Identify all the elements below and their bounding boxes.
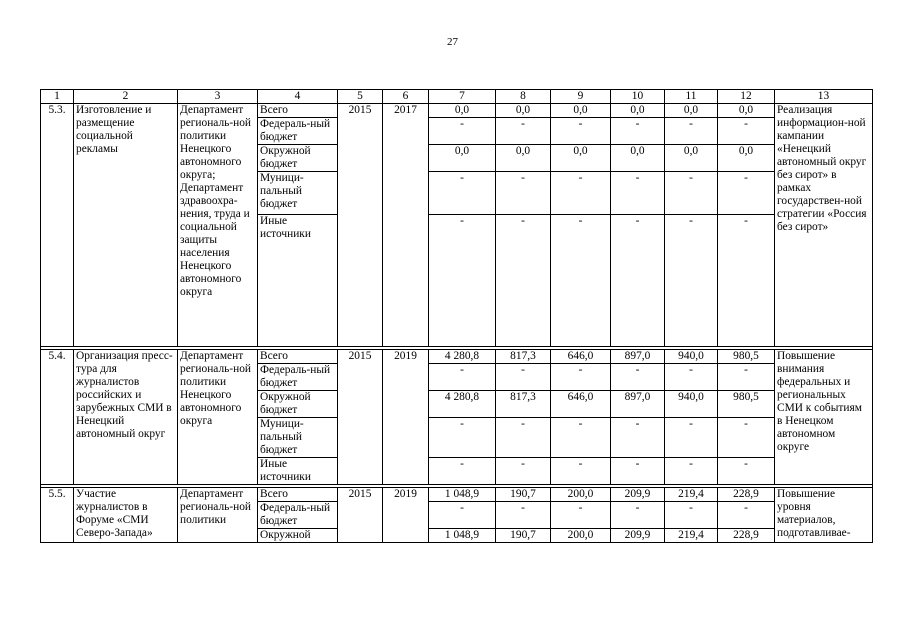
activity-executor: Департамент региональ-ной политики Ненецкого автономного округа bbox=[178, 350, 258, 485]
amount-cell: 4 280,8 bbox=[429, 391, 496, 418]
amount-cell: 219,4 bbox=[665, 529, 718, 543]
amount-cell: 0,0 bbox=[665, 104, 718, 118]
amount-cell: - bbox=[718, 364, 775, 391]
column-number: 10 bbox=[611, 90, 665, 104]
amount-cell: - bbox=[718, 458, 775, 485]
amount-cell: - bbox=[611, 118, 665, 145]
amount-cell: - bbox=[611, 502, 665, 529]
amount-cell: - bbox=[665, 364, 718, 391]
start-year: 2015 bbox=[338, 104, 383, 347]
amount-cell: - bbox=[718, 502, 775, 529]
start-year: 2015 bbox=[338, 350, 383, 485]
funding-source: Всего bbox=[258, 488, 338, 502]
funding-source: Федераль-ный бюджет bbox=[258, 118, 338, 145]
amount-cell: 940,0 bbox=[665, 350, 718, 364]
amount-cell: 1 048,9 bbox=[429, 488, 496, 502]
amount-cell: - bbox=[429, 418, 496, 458]
funding-source: Окружной бюджет bbox=[258, 391, 338, 418]
activity-name: Изготовление и размещение социальной рекламы bbox=[74, 104, 178, 347]
column-number: 11 bbox=[665, 90, 718, 104]
amount-cell: - bbox=[611, 458, 665, 485]
column-number: 12 bbox=[718, 90, 775, 104]
funding-source: Всего bbox=[258, 350, 338, 364]
amount-cell: - bbox=[551, 118, 611, 145]
amount-cell: - bbox=[665, 118, 718, 145]
amount-cell: 228,9 bbox=[718, 529, 775, 543]
column-number-row bbox=[41, 90, 873, 104]
column-number: 6 bbox=[383, 90, 429, 104]
amount-cell: 940,0 bbox=[665, 391, 718, 418]
amount-cell: 980,5 bbox=[718, 391, 775, 418]
activity-name: Организация пресс-тура для журналистов российских и зарубежных СМИ в Ненецкий автономный округ bbox=[74, 350, 178, 485]
amount-cell: 190,7 bbox=[496, 488, 551, 502]
amount-cell: 0,0 bbox=[429, 104, 496, 118]
column-number: 5 bbox=[338, 90, 383, 104]
amount-cell: 209,9 bbox=[611, 488, 665, 502]
amount-cell: - bbox=[496, 502, 551, 529]
amount-cell: - bbox=[665, 418, 718, 458]
amount-cell: 0,0 bbox=[429, 145, 496, 172]
amount-cell: - bbox=[718, 215, 775, 347]
funding-source: Федераль-ный бюджет bbox=[258, 364, 338, 391]
amount-cell: - bbox=[429, 215, 496, 347]
activity-number: 5.3. bbox=[41, 104, 74, 347]
amount-cell: 0,0 bbox=[496, 104, 551, 118]
amount-cell: - bbox=[611, 418, 665, 458]
amount-cell: 0,0 bbox=[718, 145, 775, 172]
amount-cell: - bbox=[496, 364, 551, 391]
amount-cell: 0,0 bbox=[665, 145, 718, 172]
amount-cell: 219,4 bbox=[665, 488, 718, 502]
program-activities-table bbox=[40, 89, 873, 543]
amount-cell: - bbox=[665, 172, 718, 215]
amount-cell: 209,9 bbox=[611, 529, 665, 543]
funding-source: Муници-пальный бюджет bbox=[258, 172, 338, 215]
amount-cell: - bbox=[496, 418, 551, 458]
funding-source: Иные источники bbox=[258, 458, 338, 485]
amount-cell: 646,0 bbox=[551, 350, 611, 364]
amount-cell: - bbox=[551, 172, 611, 215]
amount-cell: 817,3 bbox=[496, 350, 551, 364]
amount-cell: - bbox=[496, 215, 551, 347]
amount-cell: 646,0 bbox=[551, 391, 611, 418]
column-number: 7 bbox=[429, 90, 496, 104]
column-number: 2 bbox=[74, 90, 178, 104]
table-row bbox=[41, 488, 873, 502]
page-number: 27 bbox=[447, 36, 458, 48]
activity-executor: Департамент региональ-ной политики bbox=[178, 488, 258, 543]
amount-cell: - bbox=[665, 215, 718, 347]
amount-cell: 0,0 bbox=[611, 104, 665, 118]
column-number: 13 bbox=[775, 90, 873, 104]
amount-cell: - bbox=[611, 215, 665, 347]
expected-result: Повышение уровня материалов, подготавливае- bbox=[775, 488, 873, 543]
amount-cell: 200,0 bbox=[551, 529, 611, 543]
amount-cell: - bbox=[551, 364, 611, 391]
funding-source: Иные источники bbox=[258, 215, 338, 347]
amount-cell: 190,7 bbox=[496, 529, 551, 543]
amount-cell: - bbox=[665, 502, 718, 529]
amount-cell: - bbox=[718, 418, 775, 458]
amount-cell: 0,0 bbox=[551, 104, 611, 118]
amount-cell: - bbox=[551, 418, 611, 458]
activity-name: Участие журналистов в Форуме «СМИ Северо-Запада» bbox=[74, 488, 178, 543]
expected-result: Реализация информацион-ной кампании «Ненецкий автономный округ без сирот» в рамках государствен-ной стратегии «Россия без сирот» bbox=[775, 104, 873, 347]
column-number: 9 bbox=[551, 90, 611, 104]
column-number: 4 bbox=[258, 90, 338, 104]
amount-cell: - bbox=[429, 458, 496, 485]
amount-cell: - bbox=[551, 215, 611, 347]
amount-cell: - bbox=[551, 502, 611, 529]
funding-source: Всего bbox=[258, 104, 338, 118]
funding-source: Муници-пальный бюджет bbox=[258, 418, 338, 458]
column-number: 8 bbox=[496, 90, 551, 104]
amount-cell: - bbox=[496, 458, 551, 485]
amount-cell: - bbox=[429, 118, 496, 145]
amount-cell: - bbox=[496, 118, 551, 145]
amount-cell: - bbox=[496, 172, 551, 215]
end-year: 2019 bbox=[383, 488, 429, 543]
amount-cell: 980,5 bbox=[718, 350, 775, 364]
amount-cell: 897,0 bbox=[611, 350, 665, 364]
funding-source: Федераль-ный бюджет bbox=[258, 502, 338, 529]
amount-cell: 897,0 bbox=[611, 391, 665, 418]
amount-cell: 0,0 bbox=[718, 104, 775, 118]
amount-cell: 200,0 bbox=[551, 488, 611, 502]
amount-cell: - bbox=[665, 458, 718, 485]
amount-cell: - bbox=[429, 364, 496, 391]
amount-cell: - bbox=[429, 502, 496, 529]
funding-source: Окружной bbox=[258, 529, 338, 543]
activity-number: 5.5. bbox=[41, 488, 74, 543]
amount-cell: - bbox=[429, 172, 496, 215]
amount-cell: - bbox=[551, 458, 611, 485]
activity-number: 5.4. bbox=[41, 350, 74, 485]
table-row bbox=[41, 350, 873, 364]
amount-cell: - bbox=[611, 364, 665, 391]
funding-source: Окружной бюджет bbox=[258, 145, 338, 172]
amount-cell: - bbox=[718, 172, 775, 215]
amount-cell: - bbox=[611, 172, 665, 215]
end-year: 2019 bbox=[383, 350, 429, 485]
end-year: 2017 bbox=[383, 104, 429, 347]
amount-cell: 228,9 bbox=[718, 488, 775, 502]
amount-cell: 0,0 bbox=[551, 145, 611, 172]
column-number: 3 bbox=[178, 90, 258, 104]
amount-cell: 817,3 bbox=[496, 391, 551, 418]
amount-cell: 0,0 bbox=[496, 145, 551, 172]
start-year: 2015 bbox=[338, 488, 383, 543]
activity-executor: Департамент региональ-ной политики Ненецкого автономного округа; Департамент здравоохра-нения, труда и социальной защиты населения Ненецкого автономного округа bbox=[178, 104, 258, 347]
amount-cell: 4 280,8 bbox=[429, 350, 496, 364]
amount-cell: - bbox=[718, 118, 775, 145]
expected-result: Повышение внимания федеральных и региональных СМИ к событиям в Ненецком автономном округе bbox=[775, 350, 873, 485]
table-row bbox=[41, 104, 873, 118]
column-number: 1 bbox=[41, 90, 74, 104]
amount-cell: 0,0 bbox=[611, 145, 665, 172]
amount-cell: 1 048,9 bbox=[429, 529, 496, 543]
